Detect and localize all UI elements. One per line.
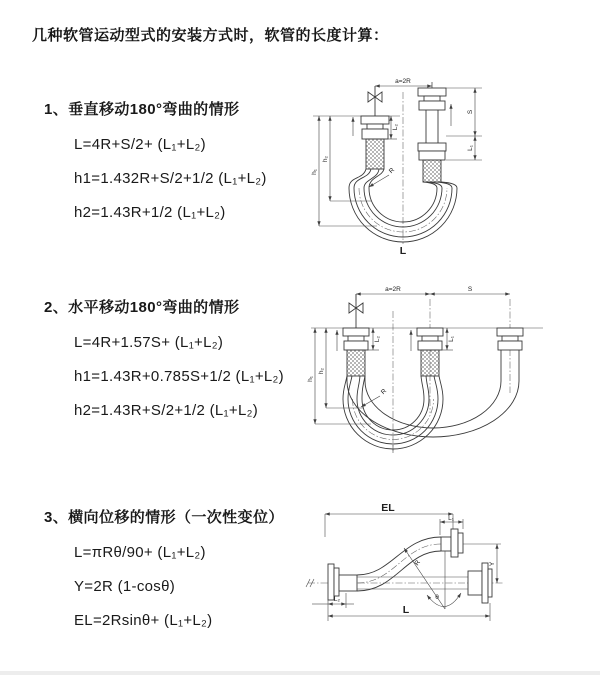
diagram-horizontal-180-bend: [301, 281, 553, 463]
formula-line: h1=1.43R+0.785S+1/2 (L₁+L₂): [74, 368, 284, 385]
diagram-lateral-displacement: [300, 501, 515, 636]
section-3-heading: 3、横向位移的情形（一次性变位）: [44, 509, 284, 526]
valve-icon: [349, 294, 363, 328]
diagram-vertical-180-bend: [305, 64, 520, 262]
angle-arc: [427, 593, 461, 607]
dim-label-r: R: [387, 166, 397, 176]
page-bottom-edge: [0, 671, 600, 675]
braided-hose-section: [366, 139, 384, 169]
dim-label-r: R: [413, 559, 422, 568]
section-2-heading: 2、水平移动180°弯曲的情形: [44, 299, 240, 316]
formula-line: L=4R+1.57S+ (L₁+L₂): [74, 334, 224, 351]
braided-hose-section: [347, 350, 365, 376]
dim-label-a2r: a=2R: [395, 78, 411, 85]
middle-pipe-fitting: [417, 328, 443, 376]
section-1-heading: 1、垂直移动180°弯曲的情形: [44, 101, 240, 118]
section-2: [44, 296, 324, 419]
formula-line: Y=2R (1-cosθ): [74, 578, 176, 595]
dim-label-l2: L₂: [392, 123, 399, 131]
valve-icon: [368, 86, 382, 116]
dim-label-l1: L₁: [467, 145, 474, 151]
formula-line: EL=2Rsinθ+ (L₁+L₂): [74, 612, 213, 629]
braided-hose-section: [421, 350, 439, 376]
dim-label-a2r: a=2R: [385, 286, 401, 293]
section-1: [44, 98, 324, 221]
braided-hose-section: [423, 160, 441, 182]
dim-label-l1: L₁: [448, 336, 455, 342]
dim-label-theta: θ: [435, 594, 439, 601]
displaced-flange: [441, 529, 463, 557]
dim-label-l1: L₁: [448, 515, 454, 522]
dim-label-h2: h₂: [322, 155, 329, 163]
formula-line: h1=1.432R+S/2+1/2 (L₁+L₂): [74, 170, 267, 187]
formula-line: L=4R+S/2+ (L₁+L₂): [74, 136, 206, 153]
left-pipe-fitting: [361, 116, 389, 169]
page-title: 几种软管运动型式的安装方式时，软管的长度计算：: [32, 27, 389, 44]
left-flange: [328, 564, 357, 600]
dim-label-s: S: [467, 286, 473, 293]
section-3: [44, 506, 324, 629]
dim-label-h2: h₂: [318, 367, 325, 375]
formula-line: h2=1.43R+S/2+1/2 (L₁+L₂): [74, 402, 259, 419]
radius-leader: [361, 396, 380, 407]
dim-label-l: L: [402, 604, 410, 616]
dim-label-l2: L₂: [374, 335, 381, 343]
dim-label-h1: h₁: [311, 169, 318, 175]
right-pipe-fitting: [418, 88, 446, 182]
dim-label-s: S: [467, 109, 474, 115]
formula-line: L=πRθ/90+ (L₁+L₂): [74, 544, 206, 561]
dim-label-l: L: [399, 245, 407, 257]
dim-label-r: R: [379, 387, 389, 397]
dim-label-y: Y: [489, 561, 496, 567]
dim-label-h1: h₁: [307, 376, 314, 382]
radius-leader: [404, 548, 445, 609]
left-pipe-fitting: [343, 328, 369, 376]
dim-label-l2: L₂: [333, 596, 341, 603]
formula-line: h2=1.43R+1/2 (L₁+L₂): [74, 204, 226, 221]
dim-label-el: EL: [381, 502, 395, 514]
